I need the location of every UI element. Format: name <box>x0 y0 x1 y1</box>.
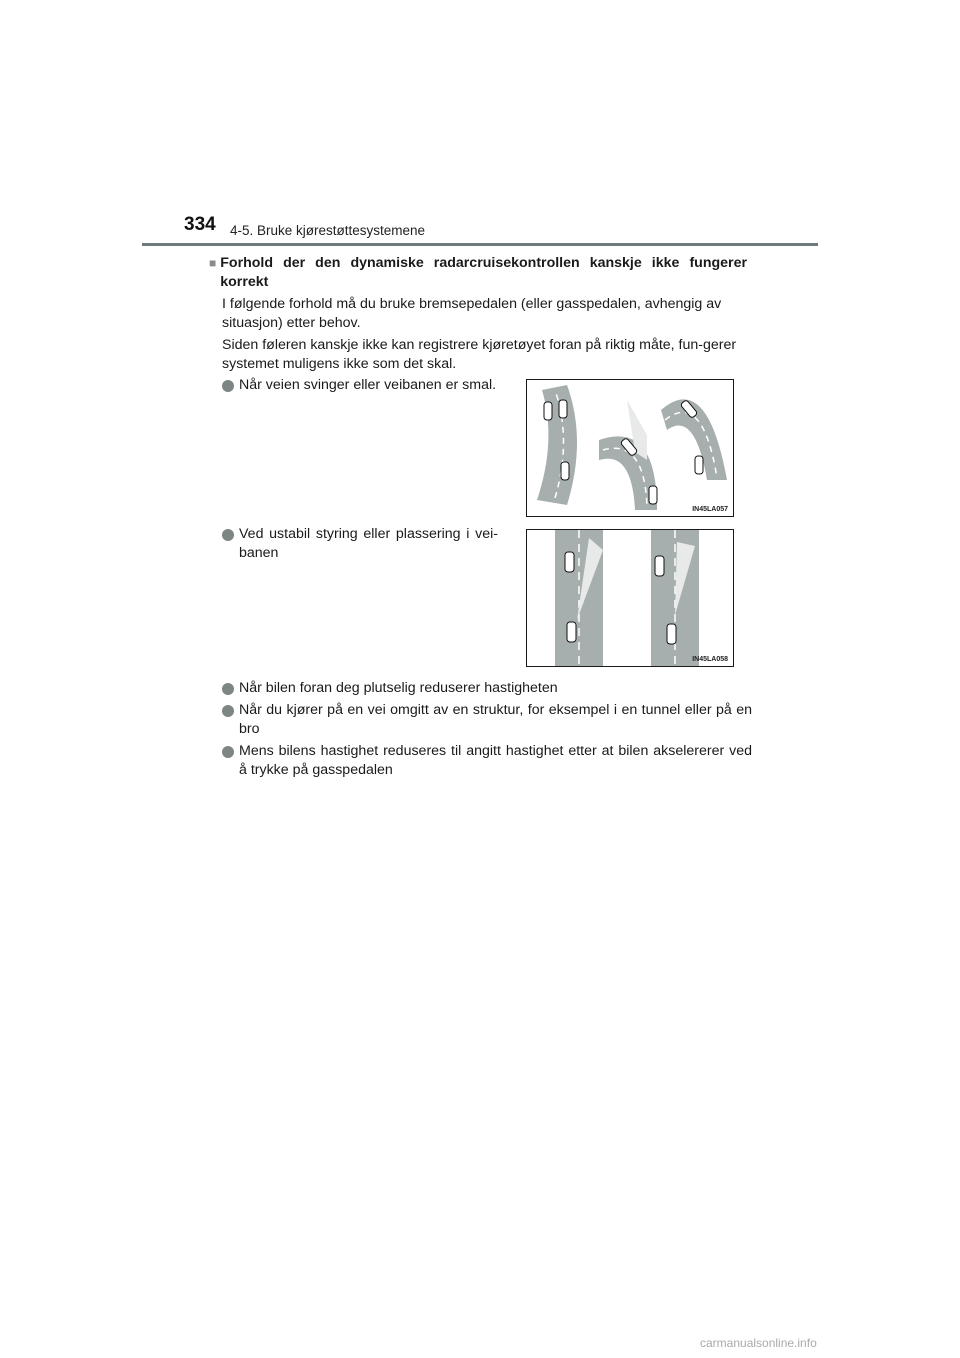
bullet-text: Når du kjører på en vei omgitt av en struktur, for eksempel i en tunnel eller på en bro <box>239 702 752 737</box>
bullet-text: Mens bilens hastighet reduseres til angitt hastighet etter at bilen akselererer ved å trykke på gasspedalen <box>239 743 752 778</box>
bullet-dot-icon <box>222 380 234 392</box>
bullet-text: Når bilen foran deg plutselig reduserer hastigheten <box>239 680 558 696</box>
subheading-text: Forhold der den dynamiske radarcruisekontrollen kanskje ikke fungerer korrekt <box>220 255 747 290</box>
figure-code: IN45LA057 <box>692 506 728 513</box>
bullet-text: Ved ustabil styring eller plassering i vei-banen <box>239 526 498 561</box>
bullet-item <box>222 701 752 739</box>
bullet-dot-icon <box>222 705 234 717</box>
curved-road-illustration <box>527 380 733 516</box>
bullet-text: Når veien svinger eller veibanen er smal. <box>239 377 497 393</box>
bullet-item <box>222 742 752 780</box>
bullet-dot-icon <box>222 529 234 541</box>
subheading <box>209 254 747 292</box>
page-number: 334 <box>184 214 216 235</box>
section-title: 4-5. Bruke kjørestøttesystemene <box>230 223 426 238</box>
bullet-item <box>222 376 498 395</box>
bullet-dot-icon <box>222 746 234 758</box>
figure-unstable-steering <box>526 529 734 667</box>
straight-road-illustration <box>527 530 733 666</box>
figure-code: IN45LA058 <box>692 656 728 663</box>
square-bullet-icon: ■ <box>209 256 217 270</box>
paragraph-2: Siden føleren kanskje ikke kan registrere kjøretøyet foran på riktig måte, fun-gerer systemet muligens ikke som det skal. <box>222 337 737 372</box>
bullet-item <box>222 679 752 698</box>
paragraph-1: I følgende forhold må du bruke bremsepedalen (eller gasspedalen, avhengig av situasjon) etter behov. <box>222 296 722 331</box>
bullet-item <box>222 525 498 563</box>
figure-curved-road <box>526 379 734 517</box>
footer-watermark: carmanualsonline.info <box>700 1336 817 1350</box>
bullet-dot-icon <box>222 683 234 695</box>
header-rule <box>142 243 818 246</box>
